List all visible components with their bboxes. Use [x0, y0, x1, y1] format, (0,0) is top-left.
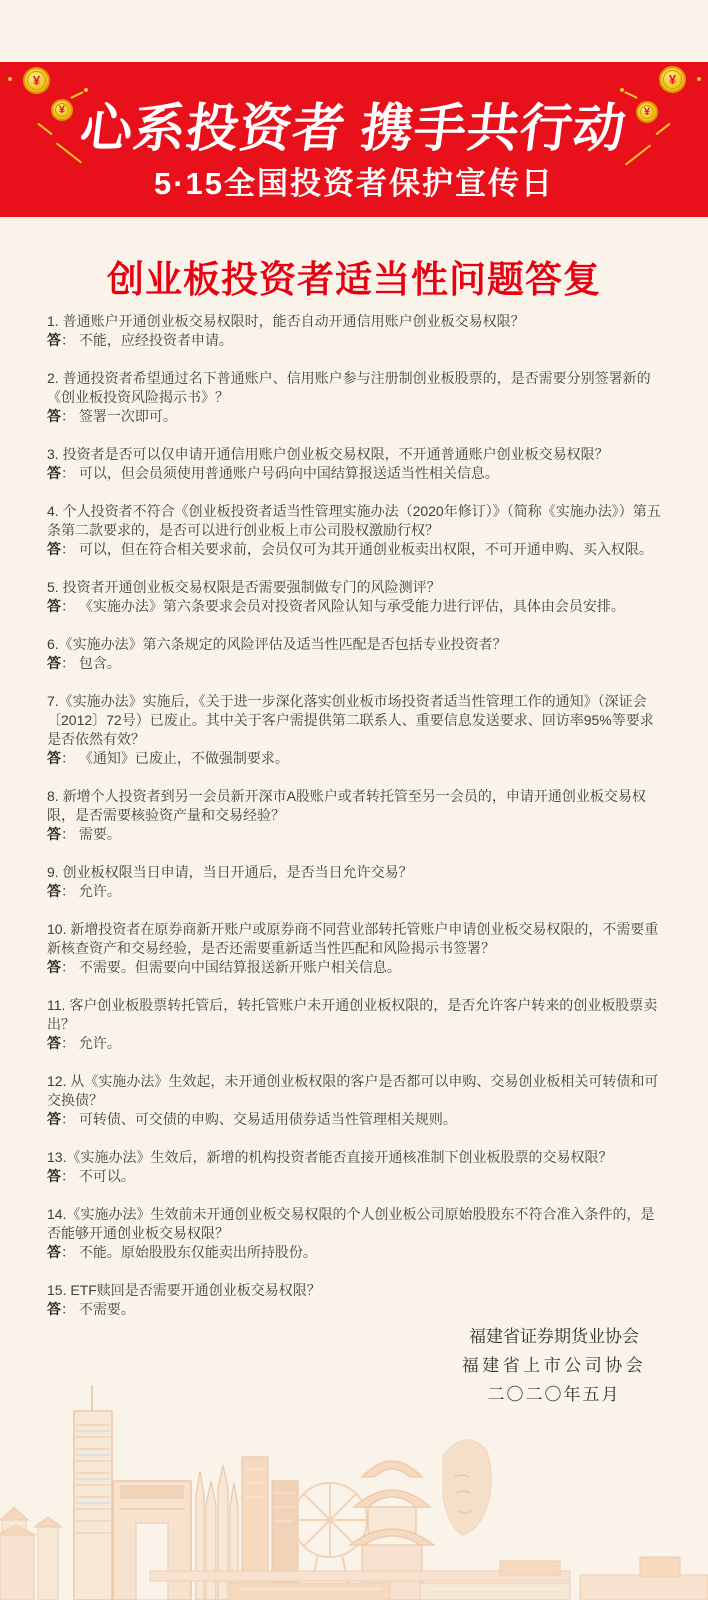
answer-text	[47, 1034, 661, 1053]
answer-body: 不能，应经投资者申请。	[78, 332, 233, 348]
answer-colon: ：	[61, 408, 79, 424]
answer-colon: ：	[61, 541, 79, 557]
answer-text	[47, 749, 661, 768]
answer-label: 答	[47, 408, 61, 424]
answer-label: 答	[47, 1244, 61, 1260]
question-text: 7.《实施办法》实施后，《关于进一步深化落实创业板市场投资者适当性管理工作的通知》（深证会〔2012〕72号）已废止。其中关于客户需提供第二联系人、重要信息发送要求、回访率95%等要求是否依然有效？	[47, 693, 654, 747]
answer-body: 可转债、可交债的申购、交易适用债券适当性管理相关规则。	[78, 1111, 457, 1127]
question-text: 12. 从《实施办法》生效起，未开通创业板权限的客户是否都可以申购、交易创业板相关可转债和可交换债？	[47, 1073, 659, 1108]
footer-date: 二〇二〇年五月	[487, 1385, 621, 1404]
answer-text	[47, 464, 661, 483]
yuan-symbol: ¥	[663, 70, 682, 89]
question-text: 13.《实施办法》生效后，新增的机构投资者能否直接开通核准制下创业板股票的交易权限？	[47, 1149, 613, 1165]
answer-body: 签署一次即可。	[78, 408, 177, 424]
question-text: 10. 新增投资者在原券商新开账户或原券商不同营业部转托管账户申请创业板交易权限的，不需要重新核查资产和交易经验，是否还需要重新适当性匹配和风险揭示书签署？	[47, 921, 659, 956]
yuan-symbol: ¥	[27, 71, 46, 90]
answer-text	[47, 1167, 661, 1186]
answer-text	[47, 882, 661, 901]
question-text: 11. 客户创业板股票转托管后，转托管账户未开通创业板权限的，是否允许客户转来的创业板股票卖出？	[47, 997, 658, 1032]
answer-colon: ：	[61, 959, 79, 975]
qa-item	[47, 1205, 661, 1262]
answer-body: 《通知》已废止，不做强制要求。	[78, 750, 289, 766]
answer-colon: ：	[61, 655, 79, 671]
yuan-symbol: ¥	[55, 103, 70, 118]
answer-label: 答	[47, 883, 61, 899]
qa-item	[47, 445, 661, 483]
question-text: 3. 投资者是否可以仅申请开通信用账户创业板交易权限，不开通普通账户创业板交易权限？	[47, 446, 609, 462]
footer-association-1: 福建省证券期货业协会	[469, 1327, 639, 1346]
answer-text	[47, 407, 661, 426]
qa-item	[47, 502, 661, 559]
banner-title: 心系投资者 携手共行动	[77, 100, 630, 158]
qa-list	[47, 312, 661, 1338]
answer-body: 不需要。但需要向中国结算报送新开账户相关信息。	[78, 959, 401, 975]
question-text: 5. 投资者开通创业板交易权限是否需要强制做专门的风险测评？	[47, 579, 441, 595]
answer-body: 允许。	[78, 883, 121, 899]
footer-signature	[458, 1322, 650, 1409]
qa-item	[47, 312, 661, 350]
question-text: 2. 普通投资者希望通过名下普通账户、信用账户参与注册制创业板股票的，是否需要分别签署新的《创业板投资风险揭示书》？	[47, 370, 651, 405]
answer-body: 不需要。	[78, 1301, 135, 1317]
qa-item	[47, 1072, 661, 1129]
question-text: 1. 普通账户开通创业板交易权限时，能否自动开通信用账户创业板交易权限？	[47, 313, 525, 329]
answer-text	[47, 597, 661, 616]
answer-colon: ：	[61, 883, 79, 899]
answer-label: 答	[47, 959, 61, 975]
answer-colon: ：	[61, 332, 79, 348]
answer-label: 答	[47, 1035, 61, 1051]
answer-body: 《实施办法》第六条要求会员对投资者风险认知与承受能力进行评估，具体由会员安排。	[78, 598, 625, 614]
answer-label: 答	[47, 750, 61, 766]
answer-text	[47, 654, 661, 673]
question-text: 4. 个人投资者不符合《创业板投资者适当性管理实施办法（2020年修订）》（简称《实施办法》）第五条第二款要求的，是否可以进行创业板上市公司股权激励行权？	[47, 503, 661, 538]
answer-colon: ：	[61, 1244, 79, 1260]
answer-colon: ：	[61, 465, 79, 481]
qa-item	[47, 692, 661, 768]
answer-label: 答	[47, 1301, 61, 1317]
answer-body: 不可以。	[78, 1168, 135, 1184]
qa-item	[47, 635, 661, 673]
sparkle-dot	[8, 77, 12, 81]
answer-text	[47, 540, 661, 559]
banner-subtitle: 5·15全国投资者保护宣传日	[153, 166, 555, 201]
answer-label: 答	[47, 541, 61, 557]
answer-body: 可以，但会员须使用普通账户号码向中国结算报送适当性相关信息。	[78, 465, 499, 481]
answer-label: 答	[47, 465, 61, 481]
qa-item	[47, 1281, 661, 1319]
qa-item	[47, 996, 661, 1053]
answer-label: 答	[47, 332, 61, 348]
answer-colon: ：	[61, 598, 79, 614]
answer-colon: ：	[61, 750, 79, 766]
question-text: 9. 创业板权限当日申请，当日开通后，是否当日允许交易？	[47, 864, 413, 880]
answer-body: 可以，但在符合相关要求前，会员仅可为其开通创业板卖出权限，不可开通申购、买入权限。	[78, 541, 653, 557]
answer-text	[47, 825, 661, 844]
footer-association-2: 福建省上市公司协会	[461, 1356, 647, 1375]
answer-text	[47, 958, 661, 977]
answer-label: 答	[47, 598, 61, 614]
answer-label: 答	[47, 1168, 61, 1184]
answer-colon: ：	[61, 1111, 79, 1127]
answer-body: 包含。	[78, 655, 121, 671]
city-skyline-illustration	[0, 1385, 708, 1600]
yuan-symbol: ¥	[640, 105, 655, 120]
question-text: 14.《实施办法》生效前未开通创业板交易权限的个人创业板公司原始股股东不符合准入条件的，是否能够开通创业板交易权限？	[47, 1206, 655, 1241]
qa-item	[47, 369, 661, 426]
answer-colon: ：	[61, 1168, 79, 1184]
answer-body: 需要。	[78, 826, 121, 842]
answer-text	[47, 1110, 661, 1129]
qa-item	[47, 920, 661, 977]
answer-colon: ：	[61, 1301, 79, 1317]
banner	[0, 62, 708, 217]
qa-item	[47, 787, 661, 844]
answer-body: 不能。原始股股东仅能卖出所持股份。	[78, 1244, 317, 1260]
answer-label: 答	[47, 1111, 61, 1127]
answer-text	[47, 1300, 661, 1319]
answer-colon: ：	[61, 826, 79, 842]
answer-label: 答	[47, 655, 61, 671]
answer-body: 允许。	[78, 1035, 121, 1051]
qa-item	[47, 863, 661, 901]
answer-text	[47, 331, 661, 350]
answer-colon: ：	[61, 1035, 79, 1051]
qa-item	[47, 578, 661, 616]
answer-label: 答	[47, 826, 61, 842]
question-text: 8. 新增个人投资者到另一会员新开深市A股账户或者转托管至另一会员的，申请开通创业板交易权限，是否需要核验资产量和交易经验？	[47, 788, 646, 823]
question-text: 6.《实施办法》第六条规定的风险评估及适当性匹配是否包括专业投资者？	[47, 636, 507, 652]
question-text: 15. ETF赎回是否需要开通创业板交易权限？	[47, 1282, 321, 1298]
answer-text	[47, 1243, 661, 1262]
sparkle-dot	[697, 77, 701, 81]
page-title: 创业板投资者适当性问题答复	[107, 259, 601, 300]
qa-item	[47, 1148, 661, 1186]
